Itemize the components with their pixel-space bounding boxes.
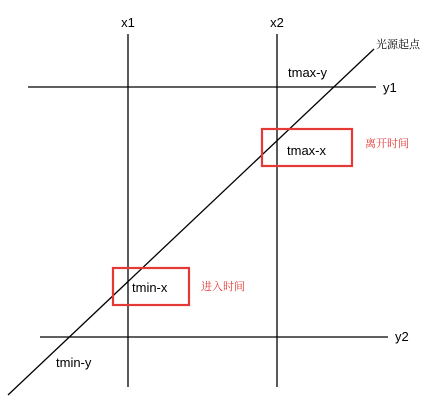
entry-time-annotation: 进入时间 <box>201 280 245 293</box>
tmin-y-label: tmin-y <box>56 355 92 370</box>
x2-label: x2 <box>270 15 284 30</box>
tmax-y-label: tmax-y <box>288 65 327 80</box>
exit-time-annotation: 离开时间 <box>365 137 409 150</box>
y1-label: y1 <box>383 80 397 95</box>
light-source-label: 光源起点 <box>376 38 420 51</box>
tmin-x-label: tmin-x <box>132 280 168 295</box>
light-ray <box>8 49 374 395</box>
y2-label: y2 <box>395 329 409 344</box>
tmax-x-label: tmax-x <box>287 143 326 158</box>
x1-label: x1 <box>121 15 135 30</box>
